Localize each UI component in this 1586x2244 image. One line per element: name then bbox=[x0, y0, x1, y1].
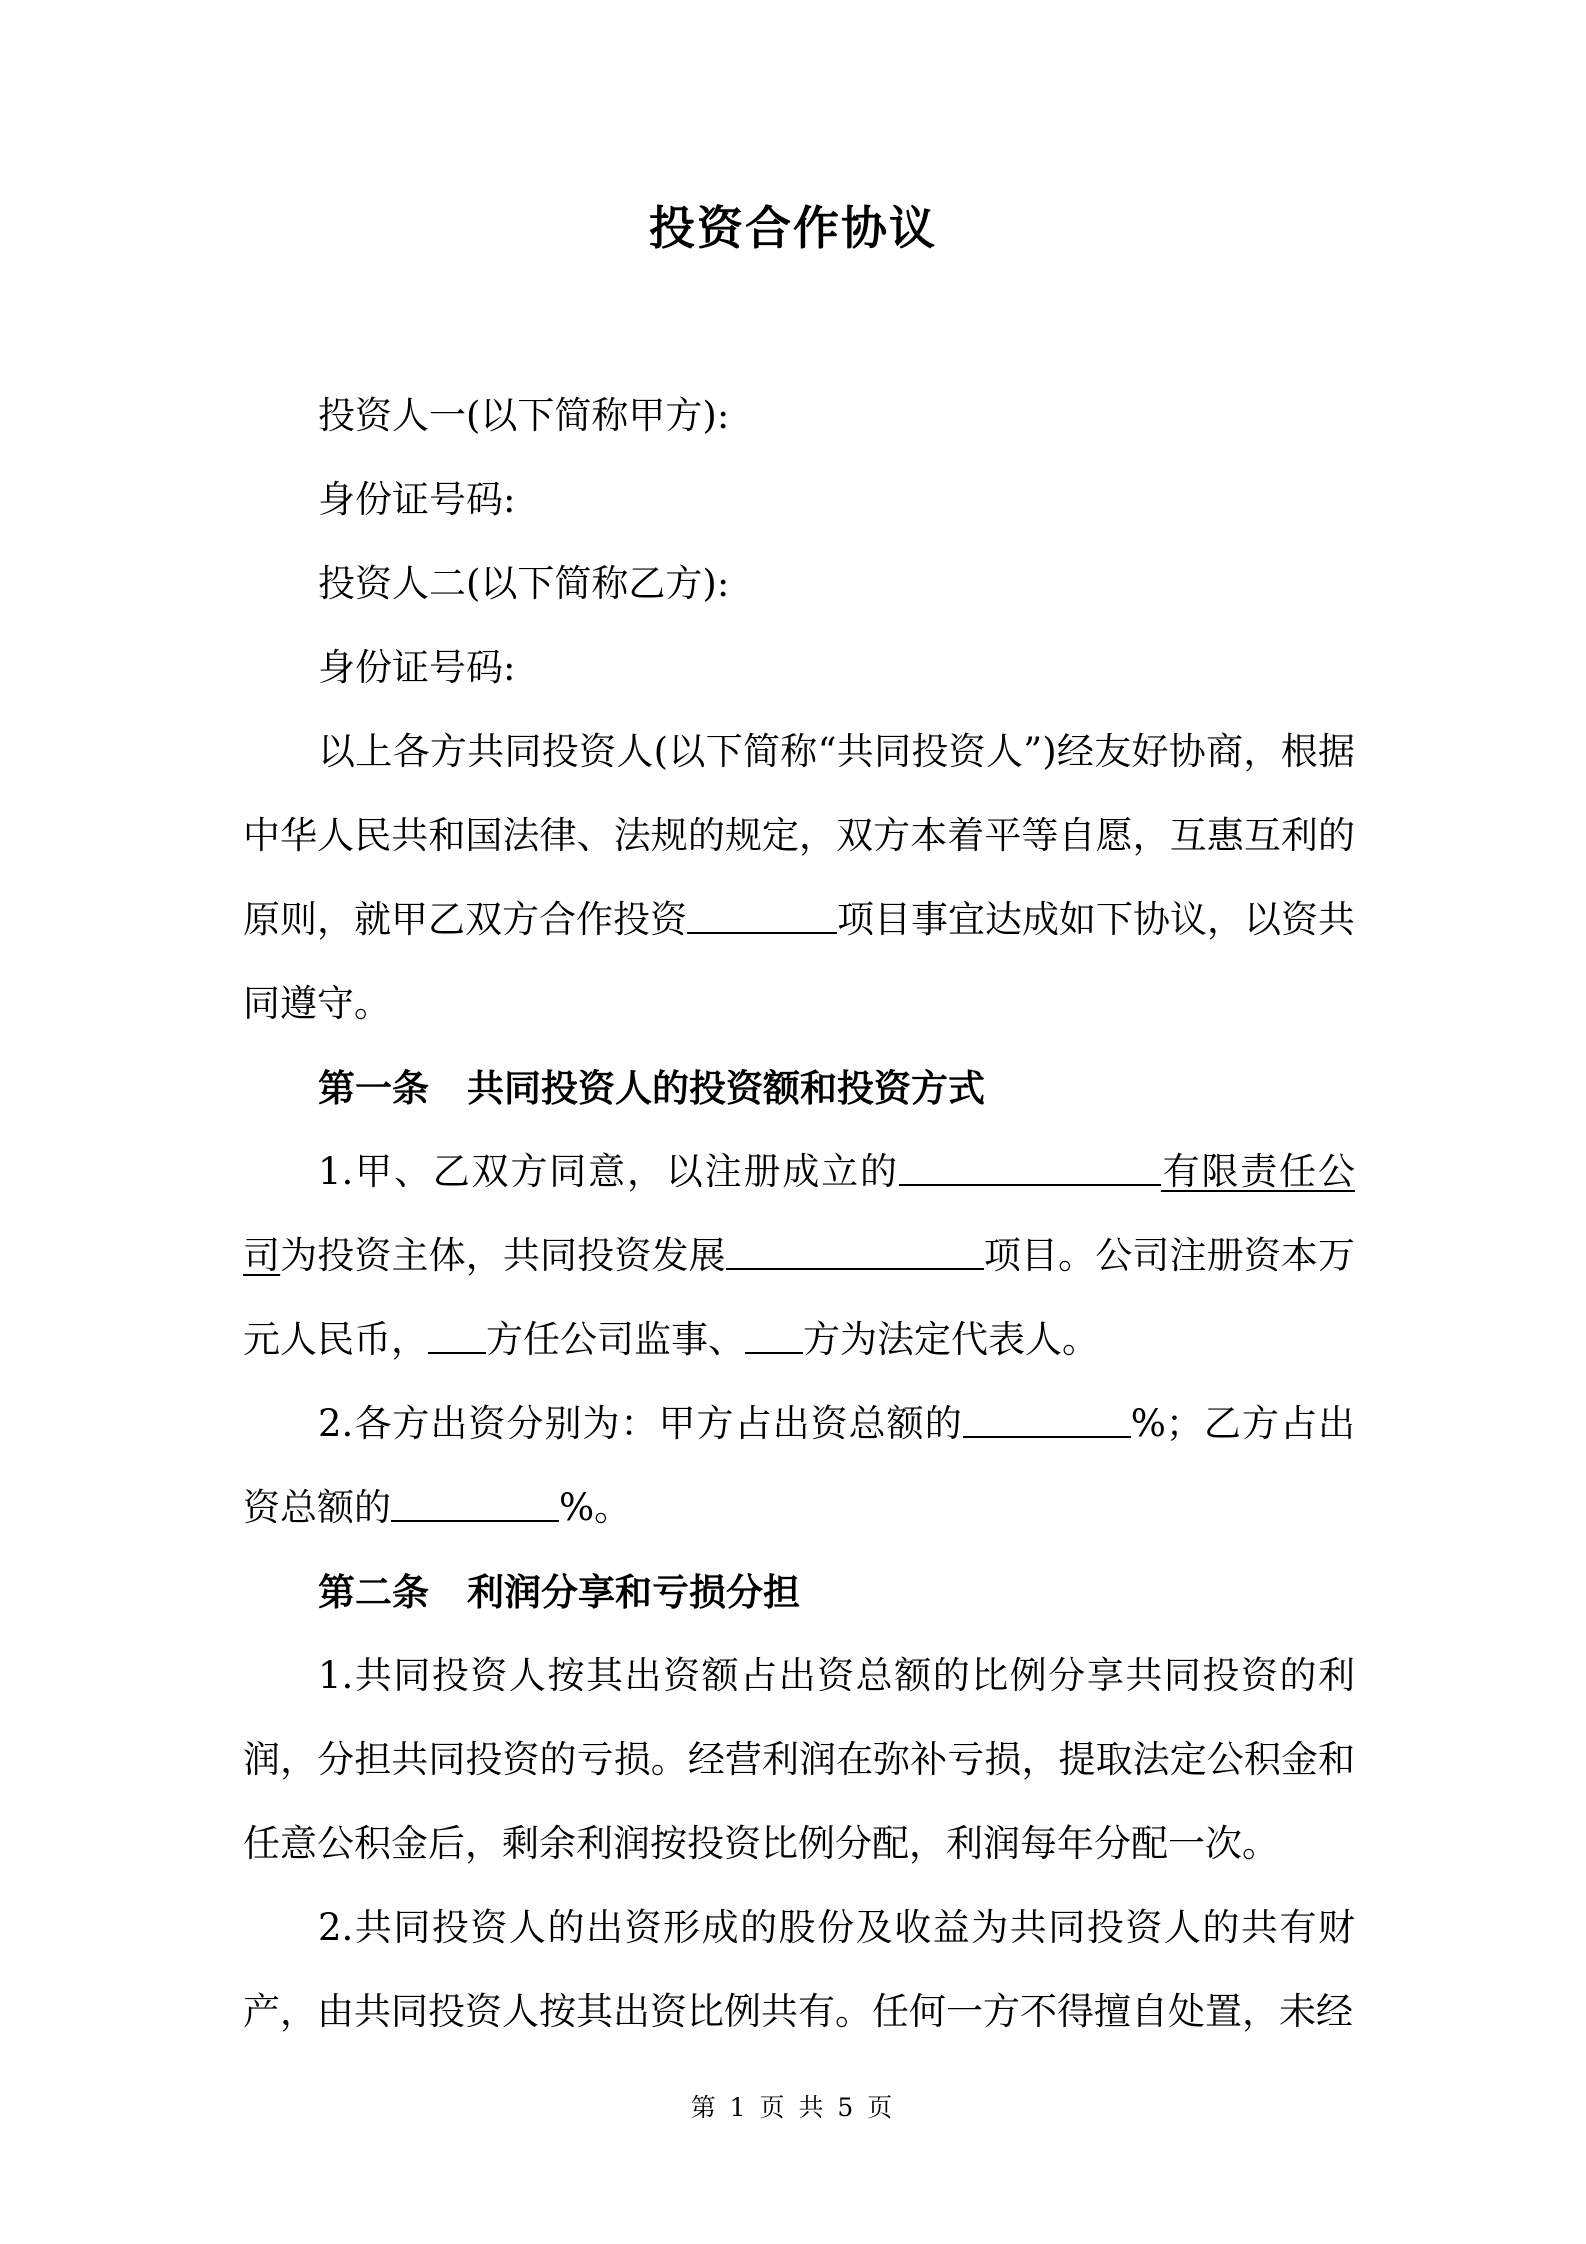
article-1-number: 第一条 bbox=[318, 1066, 429, 1110]
article-1-clause-1 bbox=[243, 1130, 1355, 1382]
article-1-title: 共同投资人的投资额和投资方式 bbox=[467, 1066, 985, 1110]
party-a-share-blank bbox=[963, 1406, 1131, 1438]
page-footer: 第 1 页 共 5 页 bbox=[690, 2093, 896, 2122]
clause-1-2-text-2: %；乙方占出资总额的 bbox=[243, 1402, 1355, 1529]
party-b-label: 投资人二(以下简称乙方): bbox=[318, 562, 730, 605]
clause-1-1-text-5: 方为法定代表人。 bbox=[803, 1318, 1099, 1361]
article-1-clause-2 bbox=[243, 1382, 1355, 1550]
party-a-label: 投资人一(以下简称甲方): bbox=[318, 394, 730, 437]
clause-1-1-text-4: 方任公司监事、 bbox=[486, 1318, 745, 1361]
company-name-blank bbox=[899, 1154, 1161, 1186]
article-2-clause-1: 1.共同投资人按其出资额占出资总额的比例分享共同投资的利润，分担共同投资的亏损。经营利润在弥补亏损，提取法定公积金和任意公积金后，剩余利润按投资比例分配，利润每年分配一次。 bbox=[243, 1654, 1355, 1865]
party-b-id-label: 身份证号码: bbox=[318, 646, 516, 689]
article-2-title: 利润分享和亏损分担 bbox=[467, 1570, 800, 1614]
clause-1-1-text-1: 1.甲、乙双方同意，以注册成立的 bbox=[318, 1150, 899, 1193]
clause-1-2-text-1: 2.各方出资分别为：甲方占出资总额的 bbox=[318, 1402, 963, 1445]
legal-rep-party-blank bbox=[745, 1322, 803, 1354]
article-2-clause-2: 2.共同投资人的出资形成的股份及收益为共同投资人的共有财产，由共同投资人按其出资比例共有。任何一方不得擅自处置，未经 bbox=[243, 1906, 1355, 2033]
project-name-blank bbox=[687, 902, 837, 934]
company-type-underlined: 有限责任公司 bbox=[243, 1150, 1355, 1277]
party-a-id-label: 身份证号码: bbox=[318, 478, 516, 521]
article-2-number: 第二条 bbox=[318, 1570, 429, 1614]
article-2-heading bbox=[243, 1550, 1355, 1634]
preamble-paragraph bbox=[243, 710, 1355, 1046]
preamble-text-2: 项目事宜达成如下协议，以资共同遵守。 bbox=[243, 898, 1355, 1025]
article-1-heading bbox=[243, 1046, 1355, 1130]
supervisor-party-blank bbox=[428, 1322, 486, 1354]
document-title: 投资合作协议 bbox=[649, 201, 937, 255]
clause-1-2-text-3: %。 bbox=[559, 1486, 632, 1529]
clause-1-1-text-3: 项目。公司注册资本万元人民币， bbox=[243, 1234, 1356, 1361]
party-b-share-blank bbox=[391, 1490, 559, 1522]
clause-1-1-text-2: 为投资主体，共同投资发展 bbox=[280, 1234, 726, 1277]
project-blank bbox=[726, 1238, 984, 1270]
document-body bbox=[243, 374, 1355, 2054]
preamble-text-1: 以上各方共同投资人(以下简称“共同投资人”)经友好协商，根据中华人民共和国法律、法规的规定，双方本着平等自愿，互惠互利的原则，就甲乙双方合作投资 bbox=[243, 730, 1355, 941]
